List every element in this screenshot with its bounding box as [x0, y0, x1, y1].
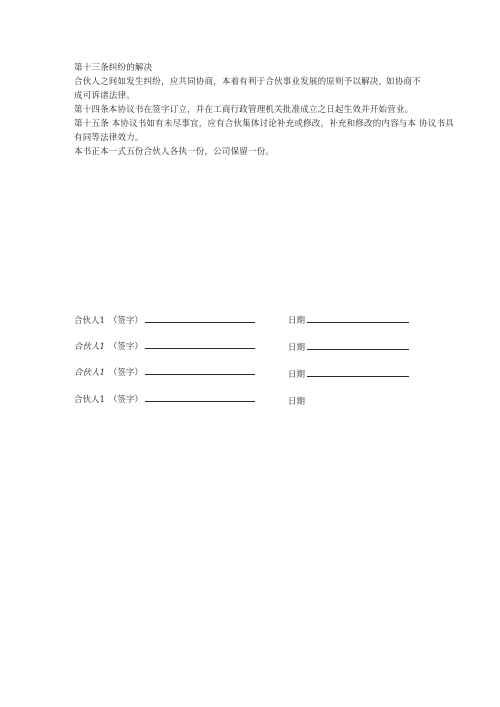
signature-row	[74, 314, 255, 327]
signature-row	[74, 393, 255, 406]
partner-label: 合伙人1	[74, 342, 105, 352]
date-row	[288, 396, 305, 408]
article15-text-line2: 有同等法律效力。	[74, 133, 144, 143]
signature-line[interactable]	[145, 314, 255, 323]
signature-line[interactable]	[145, 393, 255, 402]
signature-line[interactable]	[145, 366, 255, 375]
signature-line[interactable]	[145, 340, 255, 349]
date-label: 日期	[288, 316, 306, 326]
article13-text-line1: 合伙人之间如发生纠纷，应共同协商，本着有利于合伙事业发展的原则予以解决，	[74, 77, 388, 87]
date-label: 日期	[288, 370, 306, 380]
date-row	[288, 368, 409, 381]
date-line[interactable]	[307, 368, 409, 377]
date-label: 日期	[288, 397, 306, 407]
partner-label: 合伙人1	[74, 395, 105, 405]
copies-text: 本书正本一式五份合伙人各执一份，公司保留一份。	[74, 147, 275, 157]
date-label: 日期	[288, 343, 306, 353]
sign-paren: （签字）	[108, 316, 143, 326]
article13-title: 第十三条纠纷的解决	[74, 63, 153, 73]
partner-label: 合伙人1	[74, 316, 105, 326]
date-row	[288, 314, 409, 327]
sign-paren: （签字）	[108, 368, 143, 378]
sign-paren: （签字）	[108, 342, 143, 352]
partner-label: 合伙人1	[74, 368, 105, 378]
date-line[interactable]	[307, 314, 409, 323]
article13-text-line1-tail: 如协商不	[386, 77, 421, 87]
article14-text: 第十四条本协议书在签字订立，并在工商行政管理机关批准成立之日起生效并开始营业。	[74, 105, 414, 115]
sign-paren: （签字）	[108, 395, 143, 405]
article13-text-line2: 成可诉诸法律。	[74, 91, 135, 101]
signature-row	[74, 340, 255, 353]
signature-row	[74, 366, 255, 379]
date-line[interactable]	[307, 341, 409, 350]
article15-text-line1: 第十五条 本协议书如有未尽事宜，应有合伙集体讨论补充或修改，补充和修改的内容与本 协议书具	[74, 119, 454, 129]
date-row	[288, 341, 409, 354]
